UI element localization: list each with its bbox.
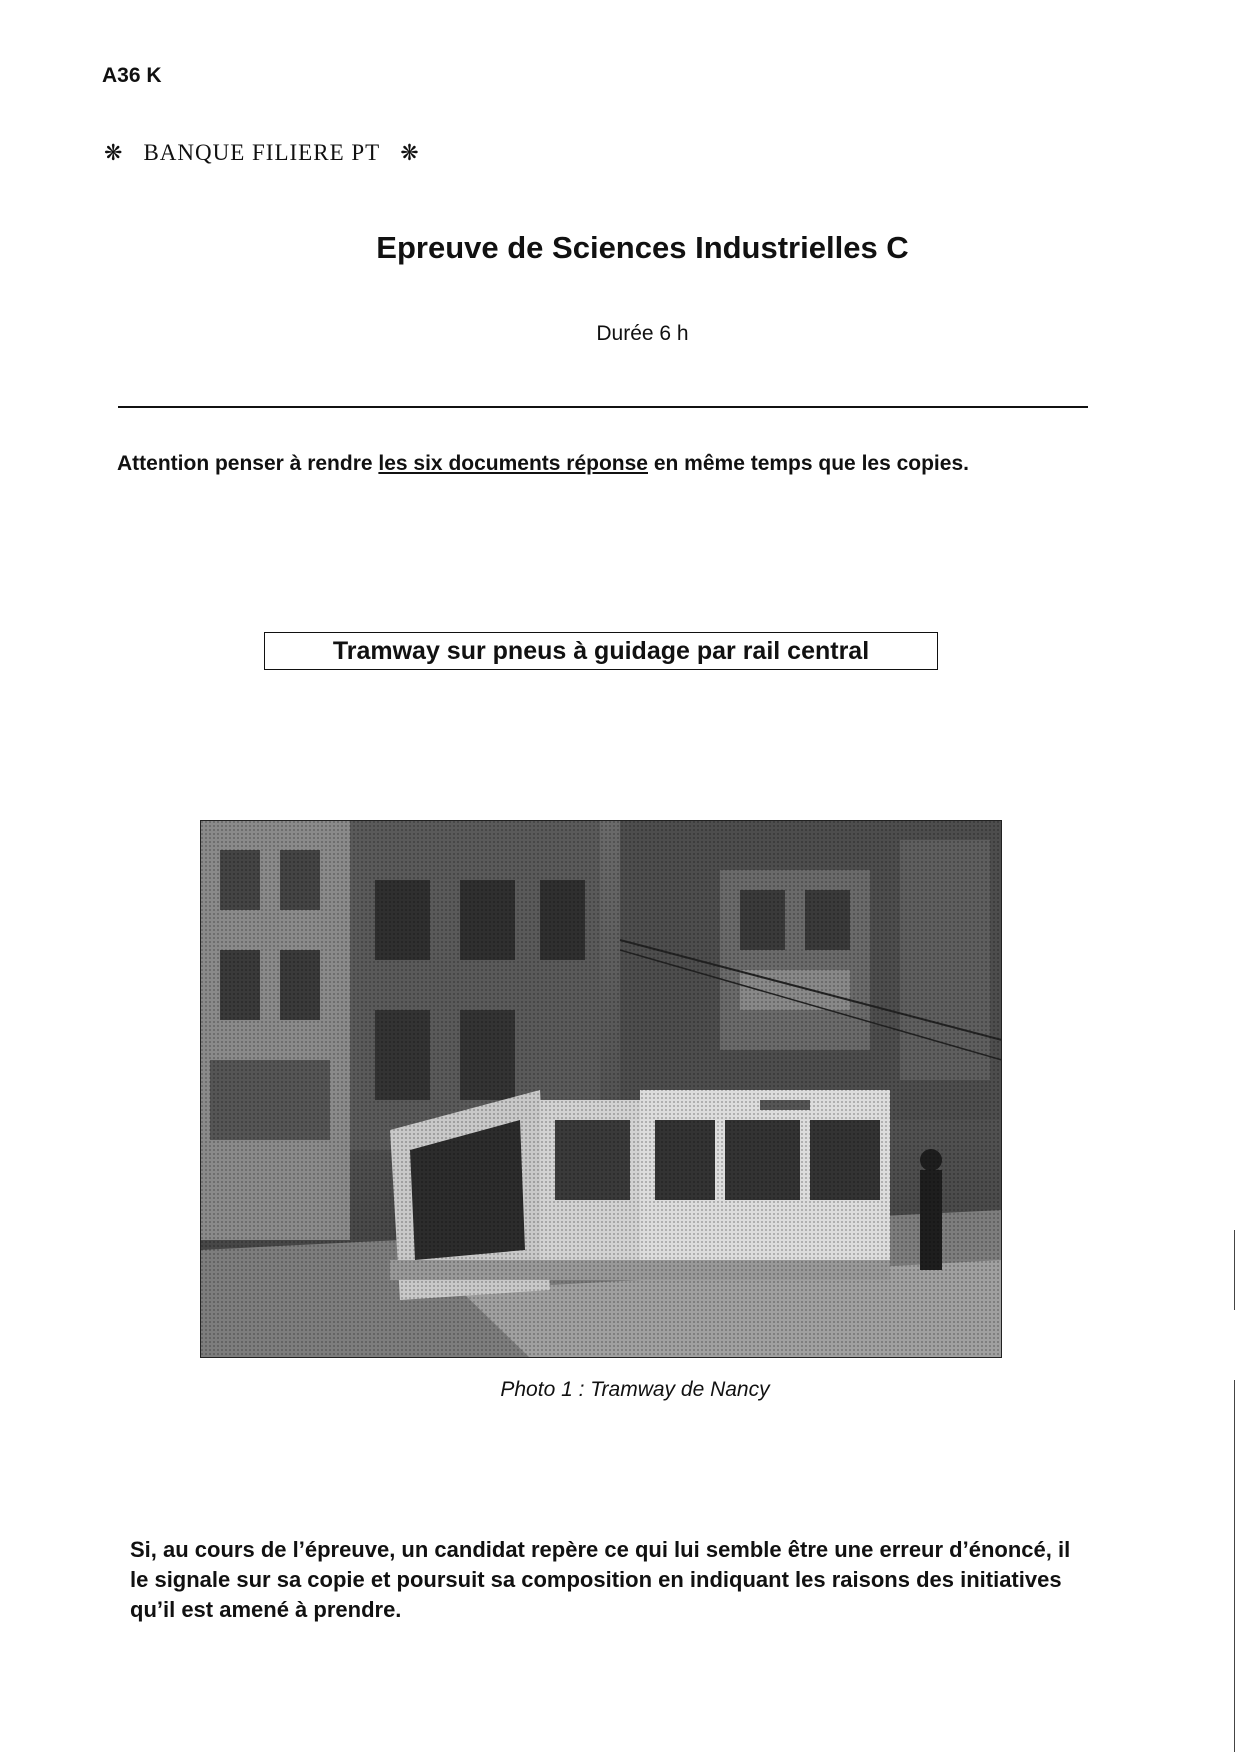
star-icon: ❋: [400, 140, 420, 165]
attention-after: en même temps que les copies.: [648, 452, 969, 475]
header-divider: [118, 406, 1088, 408]
attention-underlined: les six documents réponse: [378, 452, 648, 475]
scan-edge-line: [1234, 1380, 1235, 1752]
exam-code: A36 K: [102, 64, 162, 87]
attention-note: [117, 452, 969, 476]
exam-duration: Durée 6 h: [596, 322, 689, 345]
tramway-photo: [200, 820, 1002, 1358]
exam-duration-row: [0, 322, 1240, 346]
exam-title-row: [0, 230, 1240, 266]
bank-header: [104, 140, 440, 166]
photo-caption: Photo 1 : Tramway de Nancy: [500, 1378, 770, 1401]
attention-before: Attention penser à rendre: [117, 452, 379, 475]
exam-title: Epreuve de Sciences Industrielles C: [376, 230, 909, 265]
scan-edge-line: [1234, 1230, 1235, 1310]
subject-title: Tramway sur pneus à guidage par rail central: [264, 632, 938, 670]
photo-caption-row: [0, 1378, 1240, 1402]
error-notice: Si, au cours de l’épreuve, un candidat repère ce qui lui semble être une erreur d’énoncé, il le signale sur sa copie et poursuit sa composition en indiquant les raisons des initiatives qu’il est amené à prendre.: [130, 1537, 1071, 1622]
star-icon: ❋: [104, 140, 124, 165]
bank-name: BANQUE FILIERE PT: [143, 140, 381, 165]
